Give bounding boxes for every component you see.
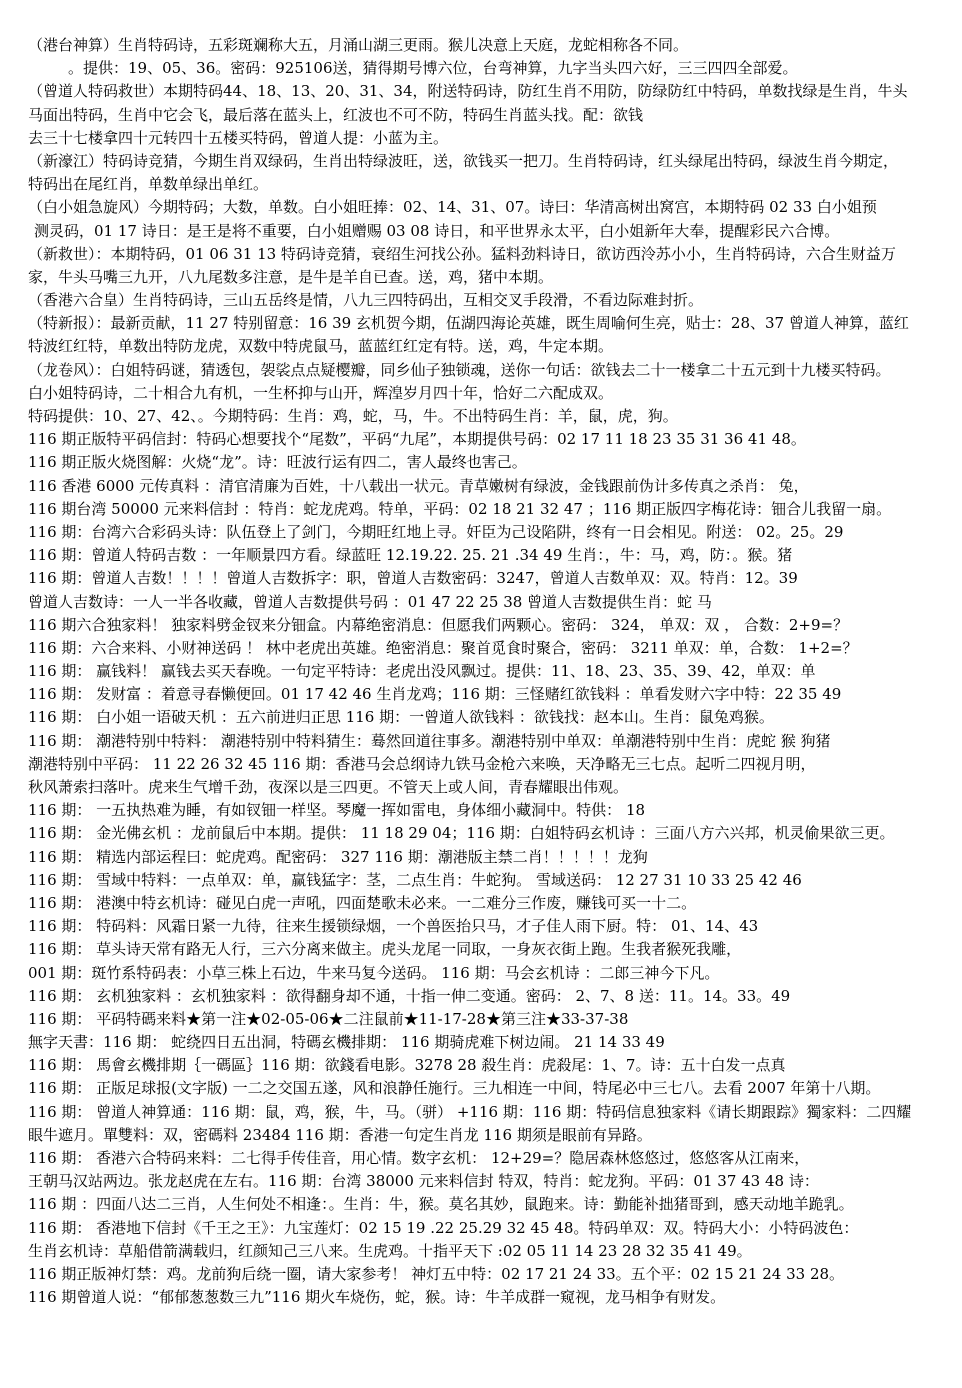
text-line: 116 期正版神灯禁：鸡。龙前狗后绕一圈，请大家参考！ 神灯五中特：02 17 21 24 33。五个平：02 15 21 24 33 28。	[28, 1264, 845, 1283]
text-line: （港台神算）生肖特码诗，五彩斑斓称大五，月涌山湖三更雨。猴儿决意上天庭，龙蛇相称各不同。	[28, 36, 689, 54]
text-line: 特波红红特，单数出特防龙虎，双数中特虎鼠马，蓝蓝红红定有特。送，鸡，牛定本期。	[28, 337, 614, 356]
text-line: 116 期： 香港地下信封《千王之王》：九宝莲灯：02 15 19 .22 25.29 32 45 48。特码单双：双。特码大小：小特码波色：	[28, 1218, 859, 1237]
text-line: 116 期： 馬會玄機排期｛一碼區｝116 期：欲錢看电影。3278 28 殺生肖：虎殺尾：1、7。诗：五十白发一点真	[28, 1056, 786, 1075]
text-line: 测灵码，01 17 诗日：是王是将不重要，白小姐赠赐 03 08 诗日，和平世界永太平，白小姐新年大奉，提醒彩民六合博。	[34, 221, 840, 240]
text-line: 生肖玄机诗：草船借箭满载归，红颜知己三八来。生虎鸡。十指平天下 :02 05 11 14 23 28 32 35 41 49。	[28, 1241, 752, 1260]
text-line: 116 期： 金光佛玄机 ：龙前鼠后中本期。提供： 11 18 29 04；116 期：白姐特码玄机诗 ：三面八方六兴邦，机灵偷果欲三更。	[28, 824, 895, 843]
text-line: 116 期： 一五执热难为睡，有如钗钿一样坚。琴魔一挥如雷电，身体细小藏洞中。特供： 18	[28, 801, 646, 820]
text-line: 去三十七楼拿四十元转四十五楼买特码，曾道人提：小蓝为主。	[28, 128, 449, 147]
text-line: 116 期六合独家料！ 独家料劈金钗来分钿盒。内幕绝密消息：但愿我们两颗心。密码： 324， 单双：双 ， 合数：2+9=？	[28, 615, 849, 634]
text-line: 116 期 ：四面八达二三肖，人生何处不相逢：。生肖：牛，猴。莫名其妙，鼠跑来。诗：勤能补拙猪哥到，感天动地羊跪乳。	[28, 1195, 854, 1214]
text-line: 無字天書：116 期： 蛇绕四日五出洞，特碼玄機排期： 116 期骑虎难下树边闹。 21 14 33 49	[28, 1033, 665, 1052]
text-line: 116 期台湾 50000 元来料信封 ：特肖：蛇龙虎鸡。特单，平码：02 18 21 32 47 ；116 期正版四字梅花诗：钿合儿我留一扇。	[28, 499, 892, 518]
text-line: （白小姐急旋风）今期特码；大数，单数。白小姐旺捧：02、14、31、07。诗曰：华清高树出窝宫，本期特码 02 33 白小姐预	[28, 198, 877, 217]
text-line: 116 期：台湾六合彩码头诗：队伍登上了剑门，今期旺红地上寻。奸臣为己设陷阱，终有一日会相见。附送： 02。25。29	[28, 522, 844, 541]
text-line	[28, 1309, 948, 1332]
text-line: 116 期： 玄机独家料 ：玄机独家料 ：欲得翻身却不通，十指一伸二变通。密码： 2、7、8 送：11。14。33。49	[28, 986, 791, 1005]
text-line: 家，牛头马嘴三九开，八九尾数多注意，是牛是羊自已查。送，鸡，猪中本期。	[28, 267, 554, 286]
text-line: 潮港特别中平码： 11 22 26 32 45 116 期：香港马会总纲诗九铁马金枪六来唤，天净略无三七点。起听二四视月明，	[28, 754, 816, 773]
text-line: （龙卷风）：白姐特码谜，猜透包，袈裟点点疑樱瓣，同乡仙子独锁魂，送你一句话：欲钱去二十一楼拿二十五元到十九楼买特码。	[28, 360, 891, 379]
text-line: 116 期：六合来料、小财神送码 ！ 林中老虎出英雄。绝密消息：聚首觅食时聚合，密码： 3211 单双：单，合数： 1+2=？	[28, 638, 858, 657]
text-line: 眼牛遮月。單雙料：双，密碼料 23484 116 期：香港一句定生肖龙 116 期须是眼前有异路。	[28, 1125, 652, 1144]
text-line: 116 期： 香港六合特码来料：二七得手传佳音，用心情。数字玄机： 12+29=？隐居森林悠悠过，悠悠客从江南来，	[28, 1149, 810, 1167]
text-line: 曾道人吉数诗：一人一半各收藏，曾道人吉数提供号码 ：01 47 22 25 38 曾道人吉数提供生肖：蛇 马	[28, 592, 712, 611]
text-line: 马面出特码，生肖中它会飞，最后落在蓝头上，红波也不可不防，特码生肖蓝头找。配：欲钱	[28, 105, 644, 124]
text-line: 001 期：斑竹系特码表：小草三株上石边，牛来马复今送码。 116 期：马会玄机诗 ：二郎三神今下凡。	[28, 963, 720, 982]
text-line: 王朝马汉站两边。张龙赵虎在左右。116 期：台湾 38000 元来料信封 特双，特肖：蛇龙狗。平码：01 37 43 48 诗：	[28, 1172, 819, 1191]
text-line: 116 期： 特码料：风霜日紧一九待，往来生援锁绿烟，一个兽医抬只马，才子佳人雨下厨。特： 01、14、43	[28, 917, 759, 936]
text-line: （曾道人特码救世）本期特码44、18、13、20、31、34，附送特码诗，防红生肖不用防，防绿防红中特码，单数找绿是生肖，牛头	[28, 82, 908, 101]
text-line: 116 期： 曾道人神算通：116 期：鼠，鸡，猴，牛，马。（骈） +116 期：116 期：特码信息独家料《请长期跟踪》獨家料：二四耀	[28, 1102, 912, 1121]
text-line: 116 期：曾道人吉数！！！！曾道人吉数拆字：职，曾道人吉数密码：3247，曾道人吉数单双：双。特肖：12。39	[28, 569, 798, 588]
text-line: 白小姐特码诗，二十相合九有机，一生杯抑与山开，辉湟岁月四十年，恰好二六配成双。	[28, 383, 614, 402]
text-line: 特码出在尾红肖，单数单绿出单红。	[28, 175, 269, 194]
text-line: 116 期： 白小姐一语破天机 ：五六前进归正思 116 期：一曾道人欲钱料 ：欲钱找：赵本山。生肖：鼠兔鸡猴。	[28, 708, 774, 727]
text-line: 116 期曾道人说：“郁郁葱葱数三九”116 期火车烧伤，蛇，猴。诗：牛羊成群一窥视，龙马相争有财发。	[28, 1288, 726, 1307]
text-line: 116 期： 赢钱料！ 赢钱去买天春晚。一句定平特诗：老虎出没风飘过。提供：11、18、23、35、39、42，单双：单	[28, 662, 816, 681]
text-line: 。提供：19、05、36。密码：925106送，猜得期号博六位，台弯神算，九字当头四六好，三三四四全部爱。	[68, 59, 798, 78]
text-line: 116 期： 正版足球报(文字版) 一二之交国五遂，风和浪静任施行。三九相连一中间，特尾必中三七八。去看 2007 年第十八期。	[28, 1079, 881, 1098]
text-line: 116 期： 平码特碼来料★第一注★02-05-06★二注鼠前★11-17-28★第三注★33-37-38	[28, 1009, 629, 1028]
text-line: （新濠江）特码诗竞猜，今期生肖双绿码，生肖出特绿波旺，送，欲钱买一把刀。生肖特码诗，红头绿尾出特码，绿波生肖今期定，	[28, 151, 899, 170]
text-line: 116 期： 潮港特别中特料： 潮港特别中特料猜生：蓦然回道往事多。潮港特别中单双：单潮港特别中生肖：虎蛇 猴 狗猪	[28, 731, 831, 750]
text-line: 116 期正版特平码信封：特码心想要找个“尾数”，平码“九尾”，本期提供号码：02 17 11 18 23 35 31 36 41 48。	[28, 430, 806, 449]
text-line: （特新报）：最新贡献，11 27 特别留意：16 39 玄机贺今期，伍湖四海论英雄，既生周喻何生亮，贴士：28、37 曾道人神算，蓝红	[28, 314, 909, 333]
text-line: 116 期： 精选内部运程曰：蛇虎鸡。配密码： 327 116 期：潮港版主禁二肖！！！！！龙狗	[28, 847, 648, 866]
text-line: 秋风萧索扫落叶。虎来生气增千劲，夜深以是三四更。不管天上或人间，青春耀眼出伟观。	[28, 778, 629, 796]
text-line: 116 期：曾道人特码吉数 ：一年顺景四方看。绿蓝旺 12.19.22. 25. 21 .34 49 生肖：，牛：马，鸡，防：。猴。猪	[28, 546, 793, 565]
text-line: 116 期： 草头诗天常有路无人行，三六分离来做主。虎头龙尾一同取，一身灰衣街上跑。生我者猴死我雕，	[28, 940, 742, 959]
text-line: 特码提供：10、27、42、。今期特码：生肖：鸡，蛇，马，牛。不出特码生肖：羊，鼠，虎，狗。	[28, 407, 678, 425]
text-line: 116 期： 雪域中特料：一点单双：单，赢钱猛字：茎，二点生肖：牛蛇狗。 雪域送码： 12 27 31 10 33 25 42 46	[28, 870, 802, 889]
text-line: （香港六合皇）生肖特码诗，三山五岳终是情，八九三四特码出，互相交叉手段滑，不看边际难封折。	[28, 291, 704, 310]
text-line: 116 香港 6000 元传真料 ：清官清廉为百姓，十八载出一状元。青草嫩树有绿波，金钱跟前伪计多传真之杀肖： 兔，	[28, 476, 809, 495]
text-line: 116 期： 港澳中特玄机诗：碰见白虎一声吼，四面楚歌未必来。一二难分三作废，赚钱可买一十二。	[28, 893, 697, 912]
text-line: 116 期正版火烧图解：火烧“龙”。诗：旺波行运有四二，害人最终也害己。	[28, 453, 527, 472]
text-line: 116 期： 发财富 ：着意寻春懒便回。01 17 42 46 生肖龙鸡；116 期：三怪赌红欲钱料 ：单看发财六字中特：22 35 49	[28, 685, 842, 704]
document-page	[28, 34, 948, 1333]
text-line: （新救世）：本期特码，01 06 31 13 特码诗竞猜，衰绍生河找公孙。猛料劲料诗日，欲访西泠苏小小，生肖特码诗，六合生财益万	[28, 244, 896, 263]
